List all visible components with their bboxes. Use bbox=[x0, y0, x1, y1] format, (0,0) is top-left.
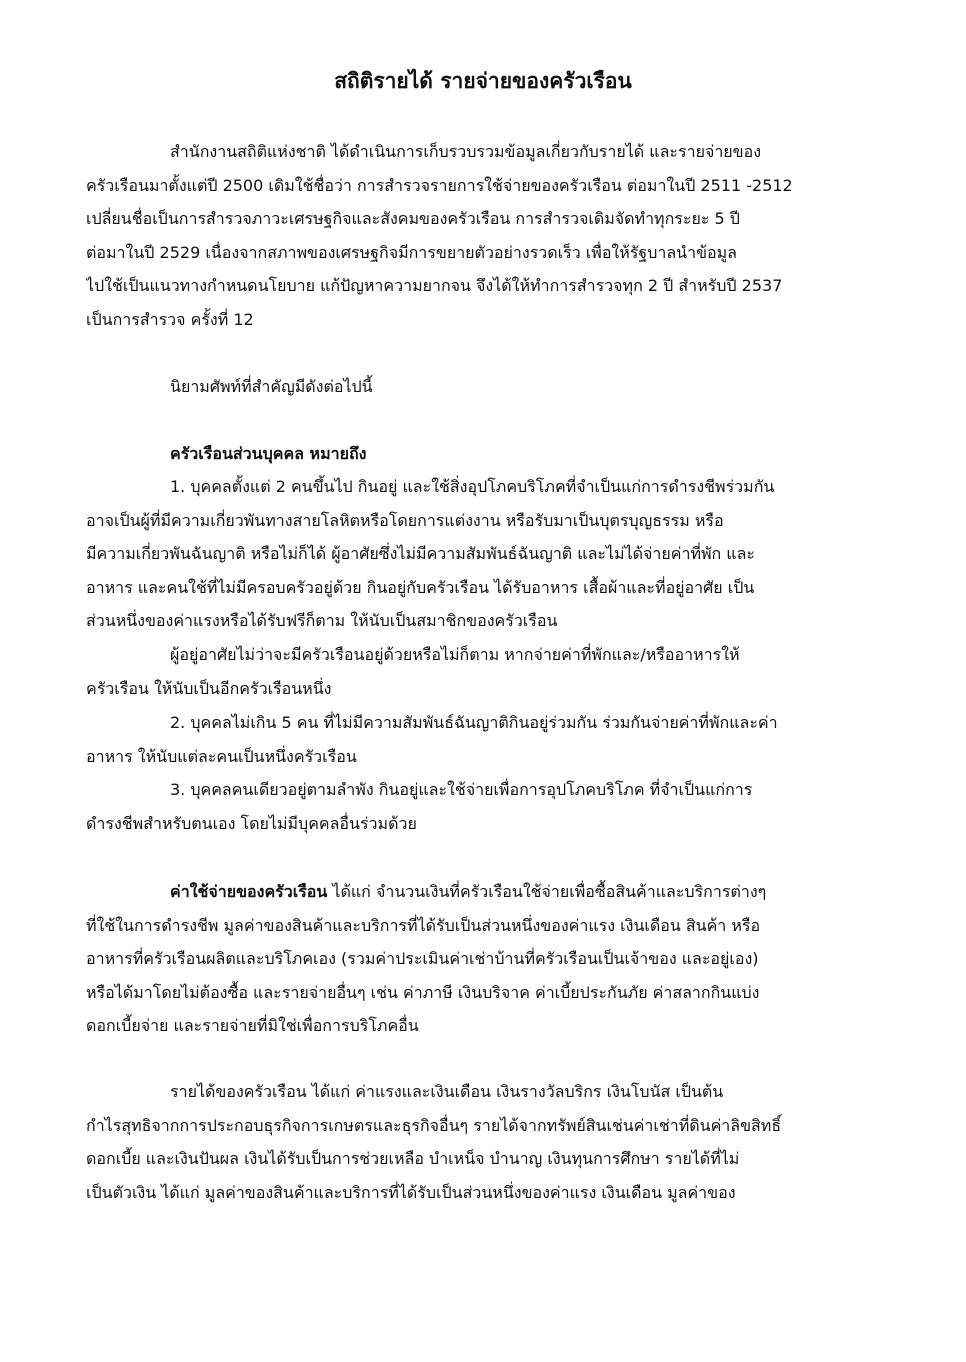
definition-item-2 bbox=[86, 706, 876, 773]
intro-line: ต่อมาในปี 2529 เนื่องจากสภาพของเศรษฐกิจมีการขยายตัวอย่างรวดเร็ว เพื่อให้รัฐบาลนำข้อมูล bbox=[86, 242, 737, 262]
item1-line: ส่วนหนึ่งของค่าแรงหรือได้รับฟรีก็ตาม ให้นับเป็นสมาชิกของครัวเรือน bbox=[86, 611, 558, 630]
item3-line: 3. บุคคลคนเดียวอยู่ตามลำพัง กินอยู่และใช้จ่ายเพื่อการอุปโภคบริโภค ที่จำเป็นแก่การ bbox=[170, 780, 753, 799]
expense-first-rest: ได้แก่ จำนวนเงินที่ครัวเรือนใช้จ่ายเพื่อซื้อสินค้าและบริการต่างๆ bbox=[327, 882, 767, 901]
item3-line: ดำรงชีพสำหรับตนเอง โดยไม่มีบุคคลอื่นร่วมด้วย bbox=[86, 813, 417, 833]
expense-line: หรือได้มาโดยไม่ต้องซื้อ และรายจ่ายอื่นๆ เช่น ค่าภาษี เงินบริจาค ค่าเบี้ยประกันภัย ค่าสลากกินแบ่ง bbox=[86, 982, 760, 1002]
item2-line: 2. บุคคลไม่เกิน 5 คน ที่ไม่มีความสัมพันธ์ฉันญาติกินอยู่ร่วมกัน ร่วมกันจ่ายค่าที่พักและค่า bbox=[170, 713, 778, 732]
definition-item-1 bbox=[86, 470, 876, 638]
definition-item-3 bbox=[86, 773, 876, 840]
item1-line: มีความเกี่ยวพันฉันญาติ หรือไม่ก็ได้ ผู้อาศัยซึ่งไม่มีความสัมพันธ์ฉันญาติ และไม่ได้จ่ายค่าที่พัก และ bbox=[86, 544, 756, 563]
item1-line: 1. บุคคลตั้งแต่ 2 คนขึ้นไป กินอยู่ และใช้สิ่งอุปโภคบริโภคที่จำเป็นแก่การดำรงชีพร่วมกัน bbox=[170, 477, 775, 496]
household-heading bbox=[86, 437, 876, 471]
expense-line: อาหารที่ครัวเรือนผลิตและบริโภคเอง (รวมค่าประเมินค่าเช่าบ้านที่ครัวเรือนเป็นเจ้าของ และอยู่เอง) bbox=[86, 949, 759, 968]
income-line: ดอกเบี้ย และเงินปันผล เงินได้รับเป็นการช่วยเหลือ บำเหน็จ บำนาญ เงินทุนการศึกษา รายได้ที่ไม่ bbox=[86, 1149, 740, 1168]
intro-line: ครัวเรือนมาตั้งแต่ปี 2500 เดิมใช้ชื่อว่า การสำรวจรายการใช้จ่ายของครัวเรือน ต่อมาในปี 2511 -2512 bbox=[86, 175, 793, 195]
lodger-line: ผู้อยู่อาศัยไม่ว่าจะมีครัวเรือนอยู่ด้วยหรือไม่ก็ตาม หากจ่ายค่าที่พักและ/หรืออาหารให้ bbox=[170, 645, 740, 664]
intro-line: เป็นการสำรวจ ครั้งที่ 12 bbox=[86, 309, 254, 329]
income-line: กำไรสุทธิจากการประกอบธุรกิจการเกษตรและธุรกิจอื่นๆ รายได้จากทรัพย์สินเช่นค่าเช่าที่ดินค่าลิขสิทธิ์ bbox=[86, 1115, 782, 1135]
definitions-intro-text: นิยามศัพท์ที่สำคัญมีดังต่อไปนี้ bbox=[170, 377, 373, 396]
expense-term: ค่าใช้จ่ายของครัวเรือน bbox=[170, 882, 328, 901]
income-line: เป็นตัวเงิน ได้แก่ มูลค่าของสินค้าและบริการที่ได้รับเป็นส่วนหนึ่งของค่าแรง เงินเดือน มูลค่าของ bbox=[86, 1182, 736, 1202]
item1-line: อาหาร และคนใช้ที่ไม่มีครอบครัวอยู่ด้วย กินอยู่กับครัวเรือน ได้รับอาหาร เสื้อผ้าและที่อยู่อาศัย เป็น bbox=[86, 577, 755, 597]
expense-first-line bbox=[86, 875, 876, 909]
expense-paragraph bbox=[86, 875, 876, 1043]
item2-line: อาหาร ให้นับแต่ละคนเป็นหนึ่งครัวเรือน bbox=[86, 746, 357, 766]
definitions-intro bbox=[86, 370, 876, 404]
intro-line: ไปใช้เป็นแนวทางกำหนดนโยบาย แก้ปัญหาความยากจน จึงได้ให้ทำการสำรวจทุก 2 ปี สำหรับปี 2537 bbox=[86, 276, 783, 295]
income-line: รายได้ของครัวเรือน ได้แก่ ค่าแรงและเงินเดือน เงินรางวัลบริกร เงินโบนัส เป็นต้น bbox=[170, 1082, 724, 1101]
item1-line: อาจเป็นผู้ที่มีความเกี่ยวพันทางสายโลหิตหรือโดยการแต่งงาน หรือรับมาเป็นบุตรบุญธรรม หรือ bbox=[86, 510, 724, 530]
expense-line: ดอกเบี้ยจ่าย และรายจ่ายที่มิใช่เพื่อการบริโภคอื่น bbox=[86, 1016, 419, 1035]
expense-line: ที่ใช้ในการดำรงชีพ มูลค่าของสินค้าและบริการที่ได้รับเป็นส่วนหนึ่งของค่าแรง เงินเดือน สินค้า หรือ bbox=[86, 915, 761, 935]
lodger-note bbox=[86, 638, 876, 705]
lodger-line: ครัวเรือน ให้นับเป็นอีกครัวเรือนหนึ่ง bbox=[86, 678, 332, 698]
intro-line: เปลี่ยนชื่อเป็นการสำรวจภาวะเศรษฐกิจและสังคมของครัวเรือน การสำรวจเดิมจัดทำทุกระยะ 5 ปี bbox=[86, 209, 740, 228]
intro-paragraph bbox=[86, 135, 876, 336]
document-title: สถิติรายได้ รายจ่ายของครัวเรือน bbox=[334, 69, 632, 93]
intro-line: สำนักงานสถิติแห่งชาติ ได้ดำเนินการเก็บรวบรวมข้อมูลเกี่ยวกับรายได้ และรายจ่ายของ bbox=[170, 142, 762, 161]
household-heading-text: ครัวเรือนส่วนบุคคล หมายถึง bbox=[170, 444, 367, 463]
income-paragraph bbox=[86, 1075, 876, 1209]
